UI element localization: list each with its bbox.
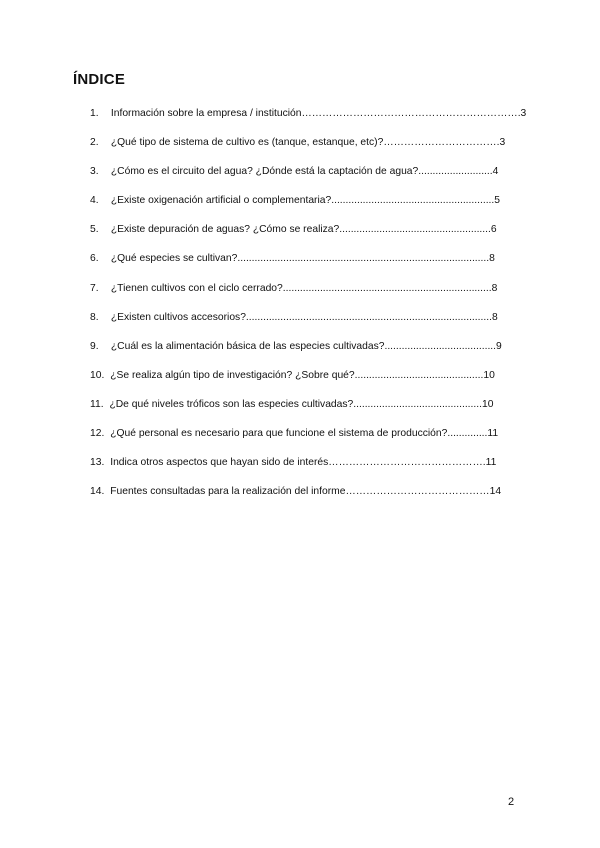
toc-entry-number: 10. xyxy=(90,369,105,381)
toc-entry-text: ¿Qué especies se cultivan?........................................................................................8 xyxy=(110,253,495,265)
toc-entry-text: Fuentes consultadas para la realización del informe……………………………………14 xyxy=(110,486,502,498)
toc-entry-text: ¿Tienen cultivos con el ciclo cerrado?.........................................................................8 xyxy=(110,282,498,294)
toc-entry-7[interactable] xyxy=(90,279,530,308)
toc-entry-number: 14. xyxy=(90,486,105,498)
table-of-contents xyxy=(90,104,530,511)
toc-entry-number: 4. xyxy=(90,195,99,207)
toc-entry-text: ¿De qué niveles tróficos son las especies cultivadas?.............................................10 xyxy=(109,398,494,410)
toc-entry-5[interactable] xyxy=(90,220,530,249)
toc-entry-text: ¿Cómo es el circuito del agua? ¿Dónde está la captación de agua?..........................4 xyxy=(110,166,499,178)
toc-entry-9[interactable] xyxy=(90,337,530,366)
toc-entry-number: 12. xyxy=(90,428,105,440)
toc-entry-text: ¿Qué tipo de sistema de cultivo es (tanque, estanque, etc)?…………………………….3 xyxy=(110,137,506,149)
toc-entry-11[interactable] xyxy=(90,395,530,424)
toc-entry-13[interactable] xyxy=(90,453,530,482)
toc-entry-text: ¿Existen cultivos accesorios?......................................................................................8 xyxy=(110,311,498,323)
toc-entry-number: 13. xyxy=(90,457,105,469)
toc-entry-text: ¿Qué personal es necesario para que funcione el sistema de producción?..............11 xyxy=(110,428,499,440)
page-number: 2 xyxy=(508,796,515,808)
toc-entry-10[interactable] xyxy=(90,366,530,395)
toc-entry-4[interactable] xyxy=(90,191,530,220)
toc-entry-14[interactable] xyxy=(90,482,530,511)
toc-entry-2[interactable] xyxy=(90,133,530,162)
toc-entry-number: 11. xyxy=(90,398,104,410)
toc-entry-text: Indica otros aspectos que hayan sido de interés……………………………………….11 xyxy=(110,457,497,469)
toc-entry-number: 9. xyxy=(90,340,99,352)
toc-entry-number: 3. xyxy=(90,166,99,178)
toc-entry-12[interactable] xyxy=(90,424,530,453)
toc-entry-number: 5. xyxy=(90,224,99,236)
toc-entry-number: 7. xyxy=(90,282,99,294)
toc-entry-text: ¿Se realiza algún tipo de investigación? ¿Sobre qué?.............................................10 xyxy=(110,369,495,381)
toc-entry-text: ¿Existe oxigenación artificial o complementaria?.........................................................5 xyxy=(110,195,501,207)
toc-entry-number: 2. xyxy=(90,137,99,149)
toc-entry-number: 1. xyxy=(90,108,99,119)
toc-entry-8[interactable] xyxy=(90,308,530,337)
toc-entry-number: 6. xyxy=(90,253,99,265)
toc-entry-3[interactable] xyxy=(90,162,530,191)
toc-entry-text: Información sobre la empresa / institución……………………………………………………….3 xyxy=(110,108,527,119)
toc-entry-number: 8. xyxy=(90,311,99,323)
toc-entry-text: ¿Cuál es la alimentación básica de las especies cultivadas?.......................................9 xyxy=(110,340,502,352)
page-title: ÍNDICE xyxy=(73,71,126,88)
toc-entry-6[interactable] xyxy=(90,249,530,278)
toc-entry-1[interactable] xyxy=(90,104,530,133)
toc-entry-text: ¿Existe depuración de aguas? ¿Cómo se realiza?.....................................................6 xyxy=(110,224,497,236)
